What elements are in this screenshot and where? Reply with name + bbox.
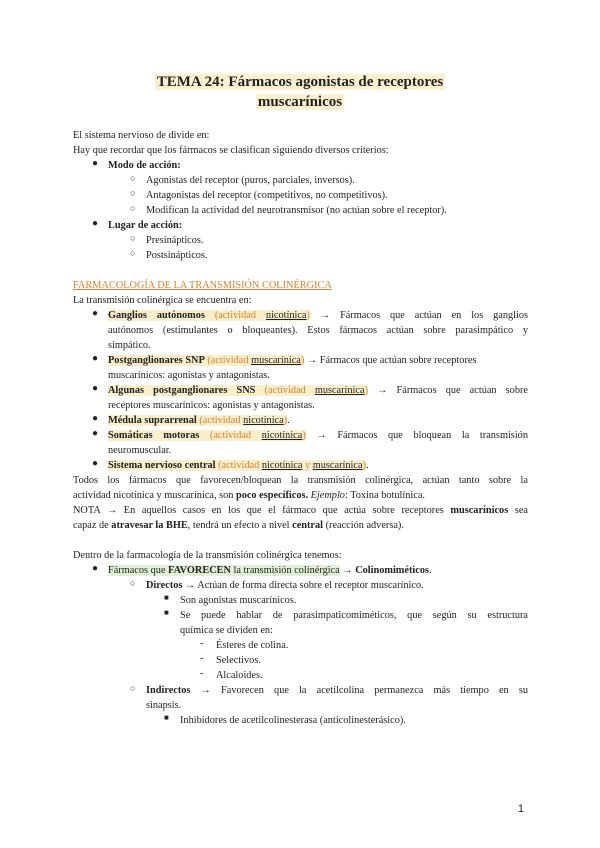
directos-line: Directos → Actúan de forma directa sobre el receptor muscarínico. (146, 580, 424, 591)
list-item: Se puede hablar de parasimpaticomiméticos, que según su estructura (180, 610, 528, 621)
list-item: química se dividen en: (180, 625, 273, 636)
intro-paragraph: Hay que recordar que los fármacos se clasifican siguiendo diversos criterios: (73, 145, 389, 156)
bullet-dot-icon: ● (92, 428, 99, 439)
section-heading: FARMACOLOGÍA DE LA TRANSMISIÓN COLINÉRGICA (73, 280, 332, 291)
bullet-dot-icon: ● (92, 218, 99, 229)
indirectos-line1: Indirectos → Favorecen que la acetilcolina permanezca más tiempo en su (146, 685, 528, 696)
section-lead: La transmisión colinérgica se encuentra en: (73, 295, 252, 306)
bullet-square-icon: ■ (164, 593, 169, 602)
todos-line1: Todos los fármacos que favorecen/bloquean la transmisión colinérgica, actúan tanto sobre la (73, 475, 528, 486)
list-item: Antagonistas del receptor (competitivos, no competitivos). (146, 190, 388, 201)
list-item: Modifican la actividad del neurotransmisor (no actúan sobre el receptor). (146, 205, 447, 216)
favorecen-line: Fármacos que FAVORECEN la transmisión colinérgica → Colinomiméticos. (108, 565, 432, 576)
somaticas-line2: neuromuscular. (108, 445, 172, 456)
dash-bullet-icon: - (200, 653, 204, 664)
bullet-dot-icon: ● (92, 413, 99, 424)
nota-line1: NOTA → En aquellos casos en los que el fármaco que actúa sobre receptores muscarínicos sea (73, 505, 528, 516)
bullet-dot-icon: ● (92, 563, 99, 574)
bullet-dot-icon: ● (92, 158, 99, 169)
list-item: Son agonistas muscarínicos. (180, 595, 297, 606)
bullet-circle-icon: ○ (130, 248, 136, 258)
snp-line1: Postganglionares SNP (actividad muscarínica) → Fármacos que actúan sobre receptores (108, 355, 477, 366)
lugar-accion-label: Lugar de acción: (108, 220, 183, 231)
bullet-circle-icon: ○ (130, 173, 136, 183)
somaticas-line1: Somáticas motoras (actividad nicotínica) → Fármacos que bloquean la transmisión (108, 430, 528, 441)
bullet-circle-icon: ○ (130, 683, 136, 693)
sns-line1: Algunas postganglionares SNS (actividad muscarínica) → Fármacos que actúan sobre (108, 385, 528, 396)
bullet-square-icon: ■ (164, 608, 169, 617)
page-title-line2: muscarínicos (257, 94, 343, 110)
medula-line: Médula suprarrenal (actividad nicotínica). (108, 415, 290, 426)
list-item: Ésteres de colina. (216, 640, 289, 651)
page-title-line1: TEMA 24: Fármacos agonistas de receptores (156, 74, 444, 90)
ganglios-line1: Ganglios autónomos (actividad nicotínica) → Fármacos que actúan en los ganglios (108, 310, 529, 321)
snc-line: Sistema nervioso central (actividad nicotínica y muscarínica). (108, 460, 369, 471)
bullet-circle-icon: ○ (130, 188, 136, 198)
indirectos-line2: sinapsis. (146, 700, 182, 711)
ganglios-line3: simpático. (108, 340, 151, 351)
bullet-square-icon: ■ (164, 713, 169, 722)
dash-bullet-icon: - (200, 668, 204, 679)
list-item: Presinápticos. (146, 235, 204, 246)
list-item: Inhibidores de acetilcolinesterasa (anticolinesterásico). (180, 715, 406, 726)
dash-bullet-icon: - (200, 638, 204, 649)
ganglios-line2: autónomos (estimulantes o bloqueantes). Estos fármacos actúan sobre parasimpático y (108, 325, 528, 336)
list-item: Agonistas del receptor (puros, parciales, inversos). (146, 175, 355, 186)
dentro-lead: Dentro de la farmacología de la transmisión colinérgica tenemos: (73, 550, 342, 561)
list-item: Alcaloides. (216, 670, 263, 681)
intro-paragraph: El sistema nervioso de divide en: (73, 130, 210, 141)
nota-line2: capaz de atravesar la BHE, tendrá un efecto a nivel central (reacción adversa). (73, 520, 404, 531)
bullet-circle-icon: ○ (130, 203, 136, 213)
snp-line2: muscarínicos: agonistas y antagonistas. (108, 370, 270, 381)
bullet-circle-icon: ○ (130, 578, 136, 588)
bullet-dot-icon: ● (92, 458, 99, 469)
bullet-dot-icon: ● (92, 308, 99, 319)
bullet-circle-icon: ○ (130, 233, 136, 243)
bullet-dot-icon: ● (92, 353, 99, 364)
list-item: Postsinápticos. (146, 250, 208, 261)
list-item: Selectivos. (216, 655, 261, 666)
modo-accion-label: Modo de acción: (108, 160, 181, 171)
page-number: 1 (517, 803, 524, 815)
todos-line2: actividad nicotínica y muscarínica, son poco específicos. Ejemplo: Toxina botulínica. (73, 490, 425, 501)
sns-line2: receptores muscarínicos: agonistas y antagonistas. (108, 400, 315, 411)
bullet-dot-icon: ● (92, 383, 99, 394)
